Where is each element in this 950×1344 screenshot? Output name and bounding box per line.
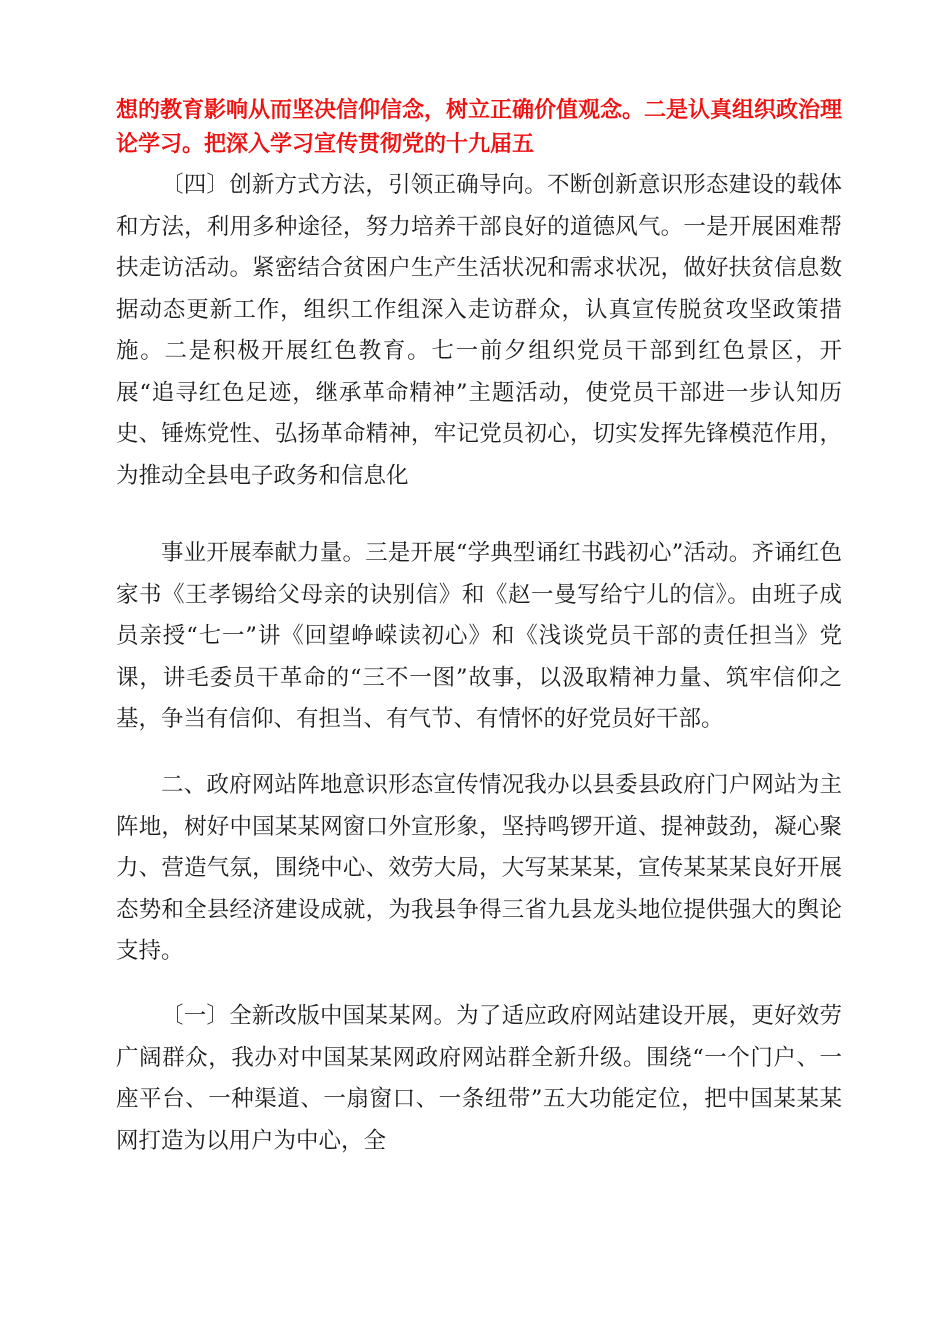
paragraph-innovation-methods: 〔四〕创新方式方法，引领正确导向。不断创新意识形态建设的载体和方法，利用多种途径，努力培养干部良好的道德风气。一是开展困难帮扶走访活动。紧密结合贫困户生产生活状况和需求状况，做好扶贫信息数据动态更新工作，组织工作组深入走访群众，认真宣传脱贫攻坚政策措施。二是积极开展红色教育。七一前夕组织党员干部到红色景区，开展“追寻红色足迹，继承革命精神”主题活动，使党员干部进一步认知历史、锤炼党性、弘扬革命精神，牢记党员初心，切实发挥先锋模范作用，为推动全县电子政务和信息化: [116, 172, 842, 489]
highlighted-heading-text: 想的教育影响从而坚决信仰信念，树立正确价值观念。二是认真组织政治理论学习。把深入学习宣传贯彻党的十九届五: [116, 98, 843, 157]
paragraph-government-website-section: 二、政府网站阵地意识形态宣传情况我办以县委县政府门户网站为主阵地，树好中国某某网窗口外宣形象，坚持鸣锣开道、提神鼓劲，凝心聚力、营造气氛，围绕中心、效劳大局，大写某某某，宣传某某某良好开展态势和全县经济建设成就，为我县争得三省九县龙头地位提供强大的舆论支持。: [116, 772, 842, 964]
paragraph-website-redesign: 〔一〕全新改版中国某某网。为了适应政府网站建设开展，更好效劳广阔群众，我办对中国某某网政府网站群全新升级。围绕“一个门户、一座平台、一种渠道、一扇窗口、一条纽带”五大功能定位，把中国某某某网打造为以用户为中心，全: [116, 1003, 842, 1154]
paragraph-red-book-activity: 事业开展奉献力量。三是开展“学典型诵红书践初心”活动。齐诵红色家书《王孝锡给父母亲的诀别信》和《赵一曼写给宁儿的信》。由班子成员亲授“七一”讲《回望峥嵘读初心》和《浅谈党员干部的责任担当》党课，讲毛委员干革命的“三不一图”故事，以汲取精神力量、筑牢信仰之基，争当有信仰、有担当、有气节、有情怀的好党员好干部。: [116, 540, 842, 732]
